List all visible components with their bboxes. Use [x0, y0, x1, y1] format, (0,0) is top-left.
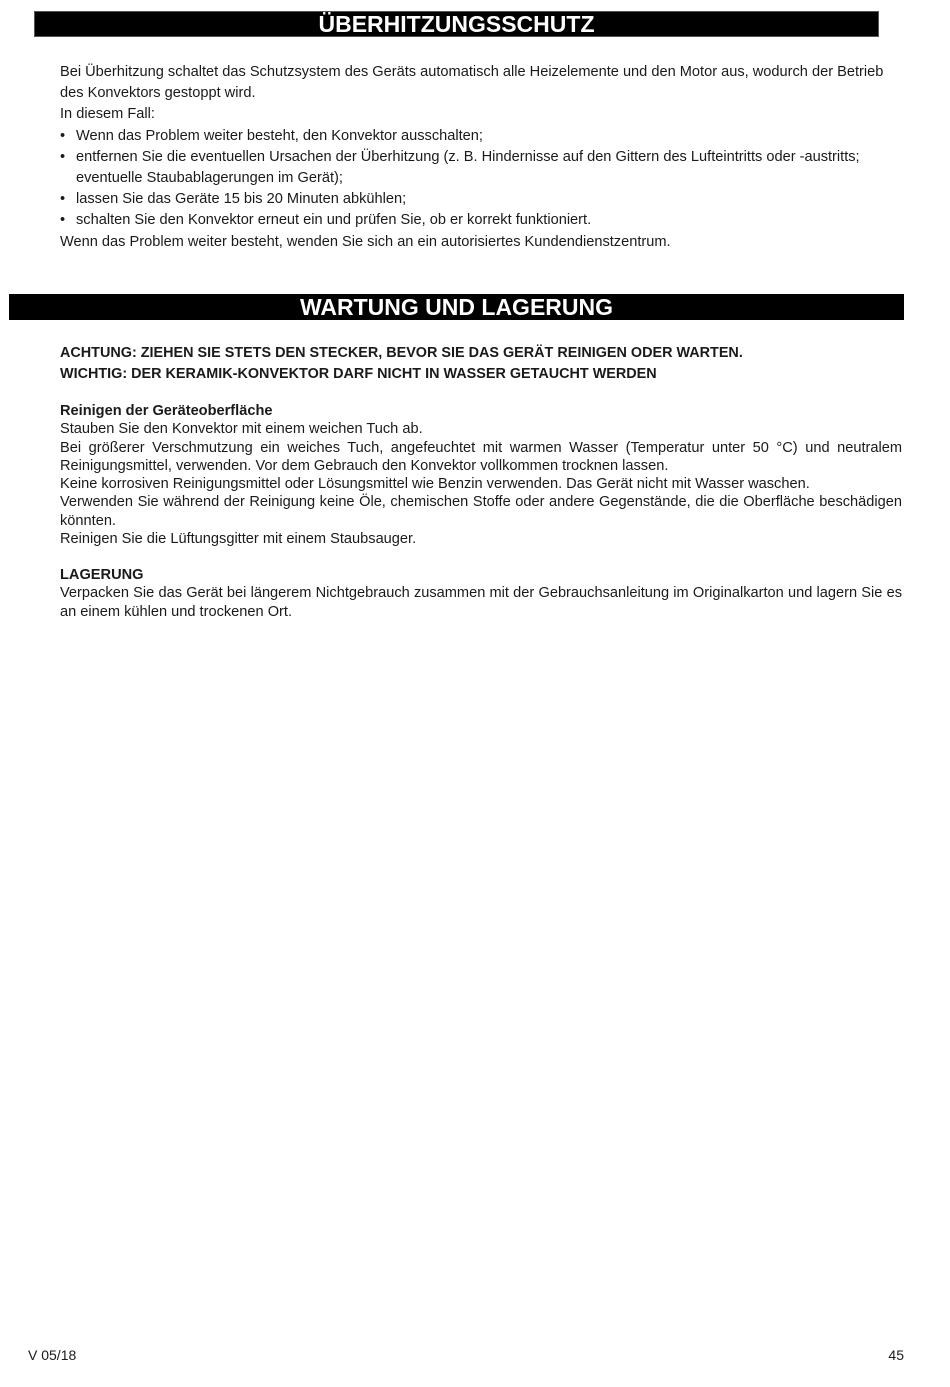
list-item: • schalten Sie den Konvektor erneut ein und prüfen Sie, ob er korrekt funktioniert. — [60, 210, 890, 231]
cleaning-heading: Reinigen der Geräteoberfläche — [60, 403, 273, 419]
page-number: 45 — [888, 1347, 904, 1363]
list-item: • lassen Sie das Geräte 15 bis 20 Minuten abkühlen; — [60, 189, 890, 210]
cleaning-line: Verwenden Sie während der Reinigung keine Öle, chemischen Stoffe oder andere Gegenstände, die die Oberfläche beschädigen könnten. — [60, 494, 902, 529]
storage-heading: LAGERUNG — [60, 567, 144, 583]
section-title-maintenance-storage: WARTUNG UND LAGERUNG — [9, 294, 904, 320]
overheat-lead: In diesem Fall: — [60, 106, 155, 123]
overheat-intro: Bei Überhitzung schaltet das Schutzsystem des Geräts automatisch alle Heizelemente und den Motor aus, wodurch der Betrieb des Konvektors gestoppt wird. — [60, 64, 884, 102]
warning-unplug: ACHTUNG: ZIEHEN SIE STETS DEN STECKER, BEVOR SIE DAS GERÄT REINIGEN ODER WARTEN. — [60, 345, 743, 361]
bullet-icon: • — [60, 191, 66, 208]
list-item: • Wenn das Problem weiter besteht, den Konvektor ausschalten; — [60, 126, 890, 147]
cleaning-section — [60, 402, 902, 548]
document-version: V 05/18 — [28, 1347, 77, 1363]
cleaning-line: Reinigen Sie die Lüftungsgitter mit einem Staubsauger. — [60, 531, 417, 548]
storage-section — [60, 566, 902, 621]
overheat-closing: Wenn das Problem weiter besteht, wenden Sie sich an ein autorisiertes Kundendienstzentrum. — [60, 233, 671, 250]
storage-text: Verpacken Sie das Gerät bei längerem Nichtgebrauch zusammen mit der Gebrauchsanleitung im Originalkarton und lagern Sie es an einem kühlen und trockenen Ort. — [60, 585, 902, 620]
bullet-icon: • — [60, 212, 66, 229]
cleaning-line: Bei größerer Verschmutzung ein weiches Tuch, angefeuchtet mit warmen Wasser (Temperatur unter 50 °C) und neutralem Reinigungsmittel, verwenden. Vor dem Gebrauch den Konvektor vollkommen trocknen lassen. — [60, 439, 902, 474]
list-item: • entfernen Sie die eventuellen Ursachen der Überhitzung (z. B. Hindernisse auf den Gittern des Lufteintritts oder -austritts; eventuelle Staubablagerungen im Gerät); — [60, 148, 860, 187]
bullet-icon: • — [60, 127, 66, 144]
bullet-icon: • — [60, 148, 66, 165]
maintenance-warnings — [60, 343, 910, 385]
cleaning-line: Stauben Sie den Konvektor mit einem weichen Tuch ab. — [60, 421, 423, 438]
warning-no-water: WICHTIG: DER KERAMIK-KONVEKTOR DARF NICHT IN WASSER GETAUCHT WERDEN — [60, 366, 657, 382]
cleaning-line: Keine korrosiven Reinigungsmittel oder Lösungsmittel wie Benzin verwenden. Das Gerät nicht mit Wasser waschen. — [60, 476, 810, 493]
overheat-protection-body — [60, 62, 890, 253]
section-title-overheat-protection: ÜBERHITZUNGSSCHUTZ — [34, 11, 879, 37]
overheat-steps-list — [60, 126, 890, 232]
